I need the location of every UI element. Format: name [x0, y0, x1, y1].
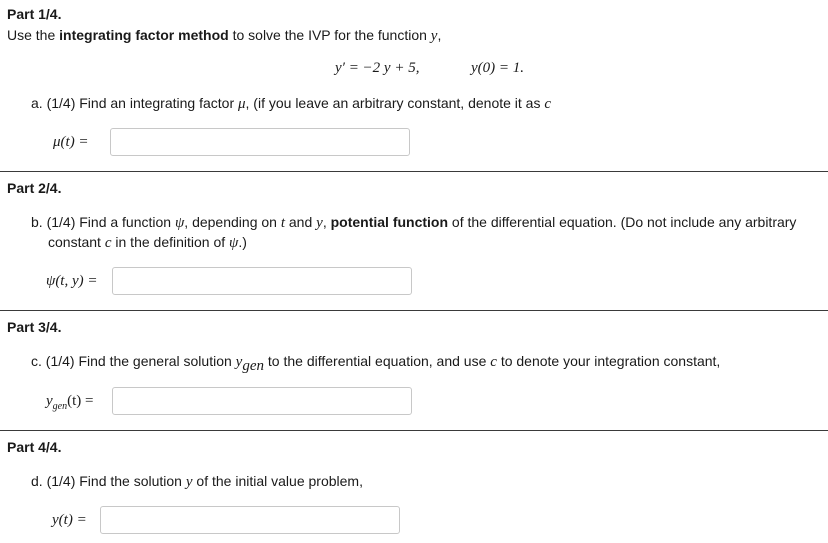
part-4-question: d. (1/4) Find the solution y of the initial value problem,	[31, 473, 363, 490]
part-4-title: Part 4/4.	[7, 439, 62, 455]
ygen-answer-input[interactable]	[112, 387, 412, 415]
part-1-intro: Use the integrating factor method to solve the IVP for the function y,	[7, 27, 442, 44]
part-3-title: Part 3/4.	[7, 319, 62, 335]
ygen-answer-label: $y_{gen}(t)$ =	[46, 393, 94, 412]
y-answer-input[interactable]	[100, 506, 400, 534]
mu-answer-label: μ(t) =	[53, 134, 89, 150]
section-divider	[0, 171, 828, 172]
section-divider	[0, 310, 828, 311]
part-2-title: Part 2/4.	[7, 180, 62, 196]
section-divider	[0, 430, 828, 431]
part-1-question: a. (1/4) Find an integrating factor μ, (if you leave an arbitrary constant, denote it as c	[31, 95, 552, 112]
psi-answer-input[interactable]	[112, 267, 412, 295]
psi-answer-label: ψ(t, y) =	[46, 273, 98, 289]
mu-answer-input[interactable]	[110, 128, 410, 156]
part-2-question-line-2: constant c in the definition of ψ.)	[48, 234, 247, 251]
part-2-question-line-1: b. (1/4) Find a function ψ, depending on t and y, potential function of the differential equation. (Do not include any arbitrary	[31, 214, 797, 231]
initial-condition: y(0) = 1.	[471, 60, 525, 76]
ode-equation: y′ = −2 y + 5,	[335, 60, 420, 76]
part-1-title: Part 1/4.	[7, 6, 62, 22]
y-answer-label: y(t) =	[52, 512, 87, 528]
part-3-question: c. (1/4) Find the general solution $y_{gen}$ to the differential equation, and use c to denote your integration constant,	[31, 353, 721, 374]
